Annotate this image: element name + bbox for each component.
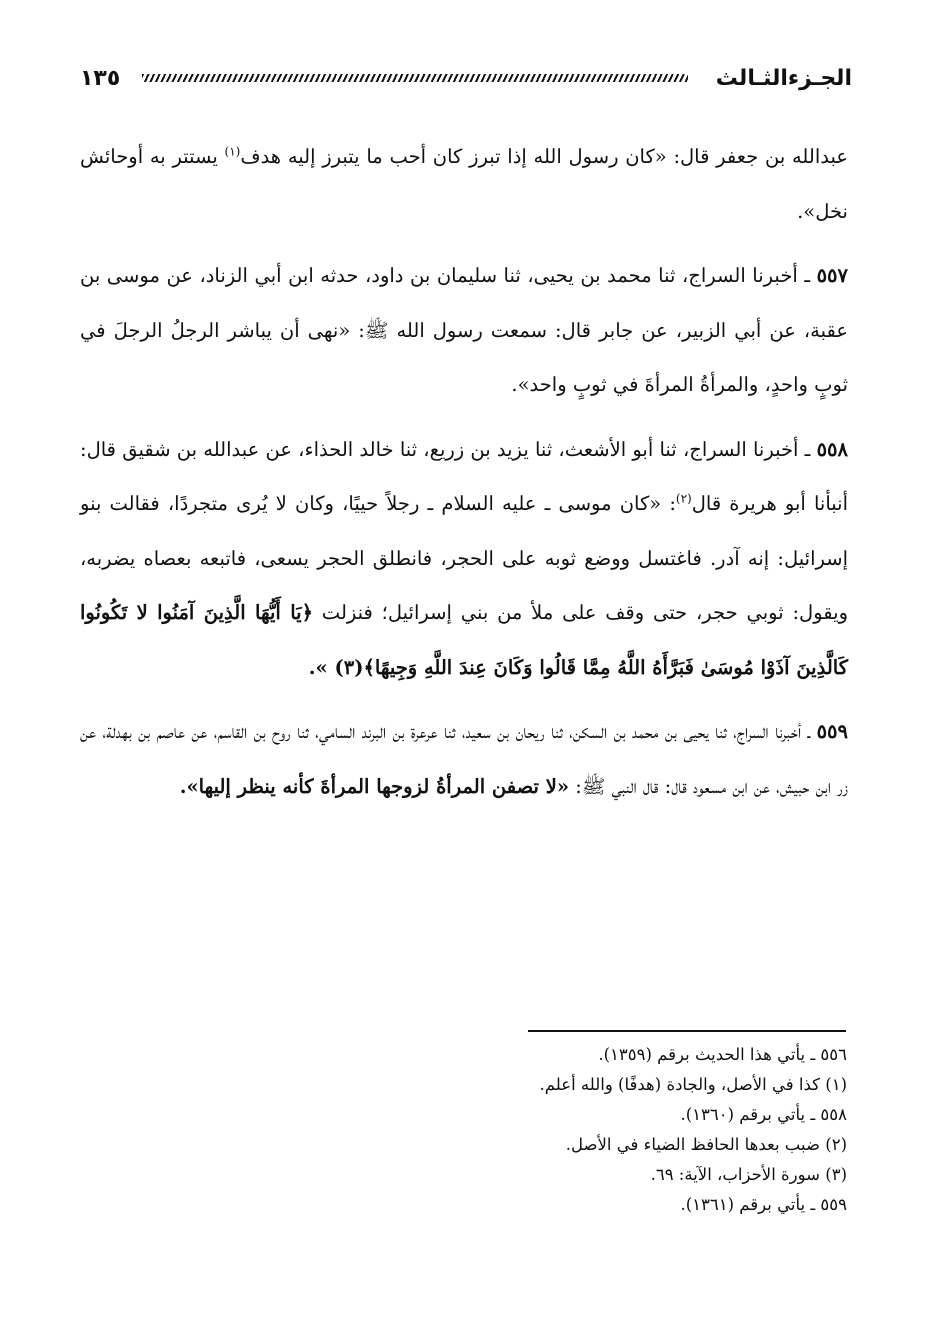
hadith-text: ـ أخبرنا السراج، ثنا محمد بن يحيى، ثنا سليمان بن داود، حدثه ابن أبي الزناد، عن موسى بن عقبة، عن أبي الزبير، عن جابر قال: سمعت رسول الله ﷺ: «نهى أن يباشر الرجلُ الرجلَ في ثوبٍ واحدٍ، والمرأةُ المرأةَ في ثوبٍ واحد». — [80, 264, 848, 396]
quran-verse: ﴿يَا أَيُّهَا الَّذِينَ آمَنُوا لا تَكُونُوا كَالَّذِينَ آذَوْا مُوسَىٰ فَبَرَّأَهُ اللَّهُ مِمَّا قَالُوا وَكَانَ عِندَ اللَّهِ وَجِيهًا﴾(٣) ». — [80, 601, 848, 679]
hadith-number: ٥٥٧ — [816, 264, 848, 287]
hadith-number: ٥٥٨ — [816, 437, 848, 461]
footnote: (٢) ضبب بعدها الحافظ الضياء في الأصل. — [565, 1135, 847, 1154]
footnote: ٥٥٦ ـ يأتي هذا الحديث برقم (١٣٥٩). — [598, 1045, 847, 1064]
footnote-ref: (١) — [224, 144, 241, 159]
page-number: ١٣٥ — [80, 65, 121, 91]
page-header — [80, 58, 852, 98]
running-title: الجـزءالثـالث — [715, 65, 852, 91]
hadith-text: عبدالله بن جعفر قال: «كان رسول الله إذا تبرز كان أحب ما يتبرز إليه هدف — [240, 145, 848, 168]
hadith-text-cont: : «كان موسى ـ عليه السلام ـ رجلاً حييًا، وكان لا يُرى متجردًا، فقالت بنو إسرائيل: إنه آدر. فاغتسل ووضع ثوبه على الحجر، فانطلق الحجر يسعى، فاتبعه بعصاه يضربه، ويقول: ثوبي حجر، حتى وقف على ملأ من بني إسرائيل؛ فنزلت ﴿يَا أَيُّهَا الَّذِينَ آمَنُوا لا تَكُونُوا كَالَّذِينَ آذَوْا مُوسَىٰ فَبَرَّأَهُ اللَّهُ مِمَّا قَالُوا وَكَانَ عِندَ اللَّهِ وَجِيهًا﴾(٣) ». — [80, 492, 848, 679]
hadith-paragraph — [80, 423, 848, 696]
footnote: ٥٥٨ ـ يأتي برقم (١٣٦٠). — [680, 1105, 847, 1124]
hadith-paragraph — [80, 249, 848, 413]
hadith-paragraph — [80, 705, 848, 814]
hadith-text: ـ أخبرنا السراج، ثنا يحيى بن محمد بن السكن، ثنا ريحان بن سعيد، ثنا عرعرة بن البرند السامي، ثنا روح بن القاسم، عن عاصم بن بهدلة، عن زر ابن حبيش، عن ابن مسعود قال: قال النبي ﷺ: — [80, 720, 848, 798]
footnote: (١) كذا في الأصل، والجادة (هدفًا) والله أعلم. — [539, 1075, 847, 1094]
footnotes — [427, 1040, 847, 1220]
footnote: ٥٥٩ ـ يأتي برقم (١٣٦١). — [680, 1195, 847, 1214]
footnote: (٣) سورة الأحزاب، الآية: ٦٩. — [650, 1165, 847, 1184]
main-text — [80, 130, 848, 824]
footnote-separator — [528, 1030, 846, 1032]
hadith-number: ٥٥٩ — [816, 720, 848, 743]
header-rule — [142, 74, 687, 82]
footnote-ref: (٢) — [675, 491, 692, 506]
hadith-text-cont: يستتر به أوحائش نخل». — [80, 145, 848, 223]
hadith-text: ـ أخبرنا السراج، ثنا أبو الأشعث، ثنا يزيد بن زريع، ثنا خالد الحذاء، عن عبدالله بن شقيق قال: أنبأنا أبو هريرة قال — [80, 437, 848, 515]
hadith-paragraph — [80, 130, 848, 239]
hadith-matn: «لا تصفن المرأةُ لزوجها المرأةَ كأنه ينظر إليها». — [179, 774, 570, 798]
